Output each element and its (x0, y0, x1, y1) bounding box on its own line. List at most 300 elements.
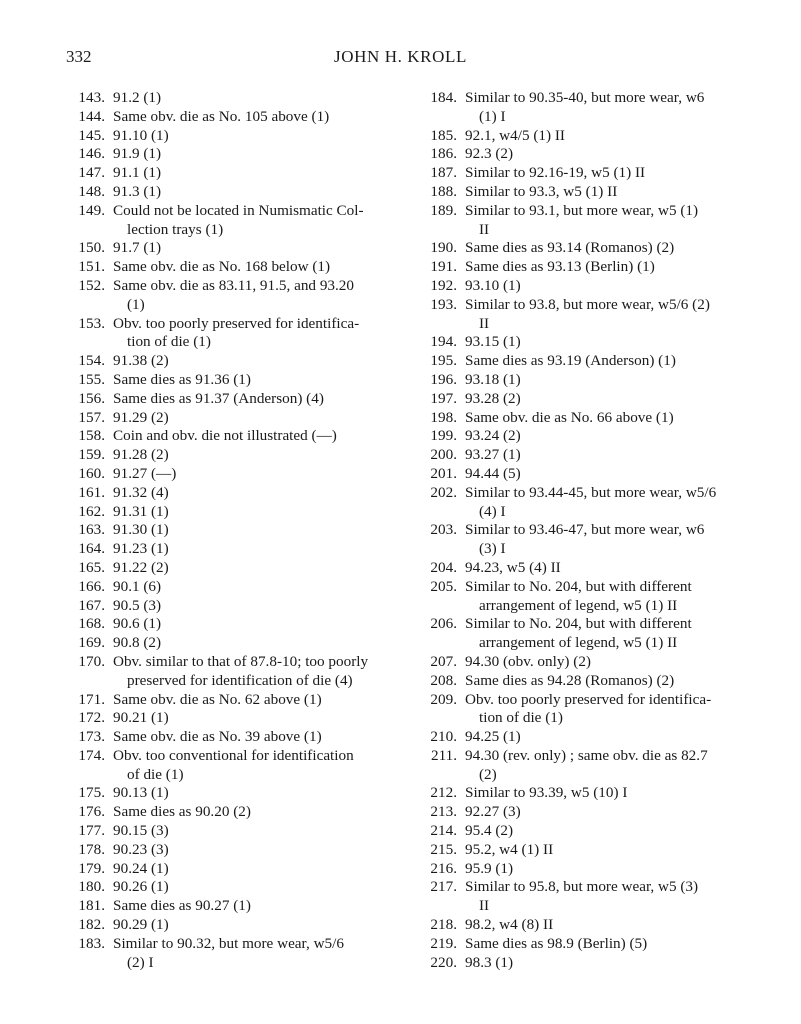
entry-number: 199. (430, 427, 457, 445)
catalog-entry (418, 127, 748, 146)
catalog-entry (66, 127, 388, 146)
entry-text (458, 954, 748, 973)
catalog-entry (418, 728, 748, 747)
entry-number: 160. (78, 464, 105, 482)
entry-line: 91.29 (2) (113, 408, 169, 426)
entry-number: 201. (430, 464, 457, 482)
entry-continuation-line: lection trays (1) (127, 220, 224, 238)
entry-text (106, 615, 388, 634)
entry-line: Similar to No. 204, but with different (465, 615, 692, 633)
catalog-entry (418, 615, 748, 653)
entry-number: 195. (430, 352, 457, 370)
catalog-entry (418, 145, 748, 164)
entry-number: 173. (78, 728, 105, 746)
catalog-entry (66, 878, 388, 897)
entry-continuation-line: tion of die (1) (127, 333, 211, 351)
entry-line: Obv. similar to that of 87.8-10; too poorly (113, 652, 369, 670)
entry-line: 91.9 (1) (113, 145, 162, 163)
catalog-entry (66, 841, 388, 860)
catalog-entry (66, 145, 388, 164)
entry-line: 94.23, w5 (4) II (465, 558, 561, 576)
catalog-entry (418, 954, 748, 973)
entry-text (106, 578, 388, 597)
entry-text (106, 521, 388, 540)
entry-text (106, 709, 388, 728)
catalog-entry (418, 484, 748, 522)
entry-number: 203. (430, 521, 457, 539)
entry-text (106, 484, 388, 503)
catalog-entry (66, 709, 388, 728)
entry-line: 93.28 (2) (465, 389, 521, 407)
entry-text (106, 108, 388, 127)
entry-number: 208. (430, 671, 457, 689)
entry-text (458, 615, 748, 653)
entry-text (458, 183, 748, 202)
entry-line: Obv. too conventional for identification (113, 746, 354, 764)
entry-number: 150. (78, 239, 105, 257)
entry-text (458, 878, 748, 916)
entry-text (458, 935, 748, 954)
entry-line: 95.9 (1) (465, 859, 514, 877)
entry-number: 164. (78, 540, 105, 558)
catalog-entry (418, 202, 748, 240)
entry-text (106, 239, 388, 258)
catalog-entry (66, 559, 388, 578)
entry-number: 182. (78, 916, 105, 934)
catalog-entry (418, 747, 748, 785)
entry-line: 94.25 (1) (465, 728, 521, 746)
entry-number: 210. (430, 728, 457, 746)
catalog-entry (66, 747, 388, 785)
entry-text (458, 822, 748, 841)
entry-line: Similar to 93.46-47, but more wear, w6 (465, 521, 705, 539)
entry-line: Same obv. die as No. 66 above (1) (465, 408, 674, 426)
entry-line: 98.3 (1) (465, 953, 514, 971)
entry-number: 145. (78, 126, 105, 144)
catalog-entry (418, 878, 748, 916)
entry-text (106, 841, 388, 860)
entry-continuation-line: (4) I (479, 502, 506, 520)
entry-number: 220. (430, 953, 457, 971)
catalog-entry (66, 615, 388, 634)
catalog-entry (66, 371, 388, 390)
entry-number: 198. (430, 408, 457, 426)
entry-line: Same obv. die as No. 62 above (1) (113, 690, 322, 708)
entry-number: 191. (430, 258, 457, 276)
catalog-entry (66, 164, 388, 183)
entry-line: 92.27 (3) (465, 803, 521, 821)
entry-text (106, 315, 388, 353)
catalog-entry (418, 803, 748, 822)
entry-line: Similar to 93.39, w5 (10) I (465, 784, 628, 802)
entry-text (106, 258, 388, 277)
entry-line: 94.30 (obv. only) (2) (465, 652, 591, 670)
entry-line: 94.30 (rev. only) ; same obv. die as 82.7 (465, 746, 708, 764)
entry-number: 167. (78, 596, 105, 614)
entry-line: 90.23 (3) (113, 840, 169, 858)
catalog-entry (66, 784, 388, 803)
catalog-entry (418, 691, 748, 729)
catalog-entry (66, 521, 388, 540)
entry-line: 91.32 (4) (113, 483, 169, 501)
entry-text (458, 145, 748, 164)
entry-text (458, 728, 748, 747)
entry-line: Same dies as 90.20 (2) (113, 803, 251, 821)
catalog-entry (66, 315, 388, 353)
entry-line: 95.4 (2) (465, 822, 514, 840)
entry-number: 151. (78, 258, 105, 276)
catalog-entry (418, 89, 748, 127)
catalog-entry (66, 277, 388, 315)
entry-text (106, 653, 388, 691)
entry-line: Same dies as 94.28 (Romanos) (2) (465, 671, 675, 689)
entry-line: Same dies as 93.14 (Romanos) (2) (465, 239, 675, 257)
entry-line: Similar to No. 204, but with different (465, 577, 692, 595)
entry-text (106, 728, 388, 747)
catalog-entry (418, 653, 748, 672)
entry-line: 90.24 (1) (113, 859, 169, 877)
entry-line: Could not be located in Numismatic Col- (113, 201, 364, 219)
catalog-entry (418, 860, 748, 879)
entry-line: Similar to 92.16-19, w5 (1) II (465, 164, 646, 182)
entry-line: 91.2 (1) (113, 89, 162, 106)
entry-line: 93.18 (1) (465, 370, 521, 388)
catalog-entry (66, 202, 388, 240)
catalog-entry (66, 390, 388, 409)
catalog-entry (66, 803, 388, 822)
entry-text (106, 916, 388, 935)
entry-number: 181. (78, 897, 105, 915)
entry-number: 169. (78, 634, 105, 652)
entry-continuation-line: (1) (127, 295, 145, 313)
entry-number: 215. (430, 840, 457, 858)
catalog-entry (418, 277, 748, 296)
entry-number: 204. (430, 558, 457, 576)
entry-text (106, 89, 388, 108)
entry-number: 213. (430, 803, 457, 821)
catalog-entry (66, 484, 388, 503)
entry-text (106, 878, 388, 897)
catalog-entry (66, 89, 388, 108)
entry-line: Similar to 93.8, but more wear, w5/6 (2) (465, 295, 710, 313)
entry-line: 92.1, w4/5 (1) II (465, 126, 565, 144)
entry-number: 147. (78, 164, 105, 182)
entry-number: 149. (78, 201, 105, 219)
entry-line: Same obv. die as No. 105 above (1) (113, 107, 330, 125)
entry-line: 90.13 (1) (113, 784, 169, 802)
entry-number: 200. (430, 446, 457, 464)
entry-text (106, 202, 388, 240)
catalog-entry (418, 352, 748, 371)
entry-line: 94.44 (5) (465, 464, 521, 482)
catalog-entry (418, 409, 748, 428)
catalog-entry (66, 352, 388, 371)
catalog-entry (66, 503, 388, 522)
entry-number: 172. (78, 709, 105, 727)
entry-number: 217. (430, 878, 457, 896)
entry-number: 186. (430, 145, 457, 163)
entry-text (458, 784, 748, 803)
catalog-entry (418, 296, 748, 334)
entry-continuation-line: arrangement of legend, w5 (1) II (479, 596, 678, 614)
entry-line: 91.38 (2) (113, 352, 169, 370)
running-head: JOHN H. KROLL (334, 47, 467, 66)
entry-continuation-line: arrangement of legend, w5 (1) II (479, 634, 678, 652)
entry-number: 178. (78, 840, 105, 858)
entry-line: 93.24 (2) (465, 427, 521, 445)
entry-line: Obv. too poorly preserved for identifica- (465, 690, 712, 708)
entry-line: 91.1 (1) (113, 164, 162, 182)
catalog-entry (418, 672, 748, 691)
entry-text (458, 446, 748, 465)
entry-text (458, 691, 748, 729)
entry-text (458, 484, 748, 522)
catalog-entry (66, 578, 388, 597)
entry-number: 192. (430, 276, 457, 294)
entry-text (458, 352, 748, 371)
entry-line: 95.2, w4 (1) II (465, 840, 554, 858)
catalog-entry (418, 465, 748, 484)
catalog-entry (66, 935, 388, 973)
entry-text (458, 803, 748, 822)
entry-text (106, 277, 388, 315)
catalog-entry (418, 559, 748, 578)
entry-continuation-line: tion of die (1) (479, 709, 563, 727)
catalog-entry (66, 728, 388, 747)
entry-text (458, 578, 748, 616)
entry-text (458, 164, 748, 183)
entry-number: 156. (78, 389, 105, 407)
entry-line: 91.22 (2) (113, 558, 169, 576)
entry-line: 91.30 (1) (113, 521, 169, 539)
entry-number: 163. (78, 521, 105, 539)
entry-number: 154. (78, 352, 105, 370)
right-column (418, 89, 748, 972)
catalog-entry (66, 108, 388, 127)
entry-number: 153. (78, 314, 105, 332)
catalog-entry (66, 634, 388, 653)
entry-continuation-line: (2) I (127, 953, 154, 971)
entry-number: 202. (430, 483, 457, 501)
entry-number: 157. (78, 408, 105, 426)
entry-line: Obv. too poorly preserved for identifica- (113, 314, 360, 332)
entry-text (106, 540, 388, 559)
entry-line: Same obv. die as 83.11, 91.5, and 93.20 (113, 276, 354, 294)
entry-text (458, 333, 748, 352)
entry-number: 211. (430, 746, 457, 764)
entry-line: Similar to 93.1, but more wear, w5 (1) (465, 201, 699, 219)
entry-line: Similar to 93.3, w5 (1) II (465, 182, 618, 200)
entry-line: Same dies as 93.19 (Anderson) (1) (465, 352, 676, 370)
entry-text (106, 503, 388, 522)
entry-line: 90.26 (1) (113, 878, 169, 896)
entry-line: Same dies as 93.13 (Berlin) (1) (465, 258, 655, 276)
entry-line: 92.3 (2) (465, 145, 514, 163)
entry-text (458, 371, 748, 390)
entry-number: 175. (78, 784, 105, 802)
entry-text (458, 239, 748, 258)
catalog-entry (66, 653, 388, 691)
entry-text (106, 935, 388, 973)
catalog-entry (66, 465, 388, 484)
entry-text (458, 127, 748, 146)
entry-text (106, 465, 388, 484)
entry-number: 155. (78, 370, 105, 388)
catalog-entry (418, 935, 748, 954)
catalog-entry (66, 597, 388, 616)
entry-number: 207. (430, 652, 457, 670)
entry-number: 159. (78, 446, 105, 464)
entry-number: 180. (78, 878, 105, 896)
entry-number: 219. (430, 934, 457, 952)
catalog-entry (418, 390, 748, 409)
entry-text (458, 521, 748, 559)
entry-text (106, 559, 388, 578)
catalog-entry (66, 427, 388, 446)
entry-text (106, 784, 388, 803)
entry-number: 152. (78, 276, 105, 294)
entry-number: 209. (430, 690, 457, 708)
entry-line: Similar to 90.32, but more wear, w5/6 (113, 934, 344, 952)
entry-text (458, 672, 748, 691)
catalog-entry (66, 258, 388, 277)
entry-text (458, 653, 748, 672)
catalog-entry (418, 784, 748, 803)
entry-line: 90.5 (3) (113, 596, 162, 614)
left-column (66, 89, 388, 972)
entry-line: 90.21 (1) (113, 709, 169, 727)
entry-line: 91.3 (1) (113, 182, 162, 200)
entry-number: 166. (78, 577, 105, 595)
entry-number: 185. (430, 126, 457, 144)
entry-number: 179. (78, 859, 105, 877)
catalog-entry (66, 897, 388, 916)
entry-number: 216. (430, 859, 457, 877)
catalog-entry (418, 578, 748, 616)
entry-text (106, 860, 388, 879)
entry-number: 212. (430, 784, 457, 802)
entry-number: 196. (430, 370, 457, 388)
entry-line: 93.27 (1) (465, 446, 521, 464)
entry-line: 91.23 (1) (113, 540, 169, 558)
entry-line: 90.29 (1) (113, 916, 169, 934)
catalog-entry (66, 183, 388, 202)
entry-number: 188. (430, 182, 457, 200)
catalog-entry (66, 860, 388, 879)
entry-line: Same dies as 91.36 (1) (113, 370, 251, 388)
entry-line: Same dies as 90.27 (1) (113, 897, 251, 915)
entry-text (106, 822, 388, 841)
entry-number: 190. (430, 239, 457, 257)
entry-number: 205. (430, 577, 457, 595)
entry-number: 177. (78, 822, 105, 840)
entry-number: 144. (78, 107, 105, 125)
entry-text (106, 446, 388, 465)
entry-continuation-line: II (479, 220, 490, 238)
catalog-entry (418, 239, 748, 258)
entry-text (458, 916, 748, 935)
entry-number: 165. (78, 558, 105, 576)
entry-line: 90.6 (1) (113, 615, 162, 633)
catalog-entry (66, 446, 388, 465)
entry-line: 93.15 (1) (465, 333, 521, 351)
entry-text (458, 559, 748, 578)
entry-number: 214. (430, 822, 457, 840)
entry-text (458, 841, 748, 860)
entry-line: 98.2, w4 (8) II (465, 916, 554, 934)
entry-number: 171. (78, 690, 105, 708)
catalog-entry (418, 427, 748, 446)
entry-line: 91.27 (—) (113, 464, 177, 482)
entry-number: 189. (430, 201, 457, 219)
entry-text (106, 371, 388, 390)
entry-line: 91.31 (1) (113, 502, 169, 520)
entry-number: 174. (78, 746, 105, 764)
entry-number: 183. (78, 934, 105, 952)
catalog-entry (66, 691, 388, 710)
catalog-entry (418, 446, 748, 465)
entry-number: 143. (78, 89, 105, 106)
entry-text (458, 390, 748, 409)
entry-text (106, 409, 388, 428)
entry-continuation-line: (1) I (479, 107, 506, 125)
entry-text (458, 427, 748, 446)
entry-text (106, 597, 388, 616)
catalog-entry (418, 521, 748, 559)
entry-number: 162. (78, 502, 105, 520)
entry-text (458, 860, 748, 879)
entry-line: 90.15 (3) (113, 822, 169, 840)
entry-number: 197. (430, 389, 457, 407)
entry-number: 148. (78, 182, 105, 200)
catalog-entry (418, 371, 748, 390)
catalog-entry (66, 239, 388, 258)
entry-text (106, 183, 388, 202)
entry-text (106, 634, 388, 653)
entry-number: 176. (78, 803, 105, 821)
entry-line: 91.28 (2) (113, 446, 169, 464)
entry-text (458, 465, 748, 484)
entry-text (106, 803, 388, 822)
entry-line: 91.10 (1) (113, 126, 169, 144)
entry-text (106, 427, 388, 446)
entry-number: 161. (78, 483, 105, 501)
catalog-entry (418, 916, 748, 935)
entry-number: 168. (78, 615, 105, 633)
catalog-entry (418, 183, 748, 202)
entry-line: Same obv. die as No. 168 below (1) (113, 258, 331, 276)
entry-text (106, 747, 388, 785)
entry-text (458, 89, 748, 127)
entry-line: Same dies as 91.37 (Anderson) (4) (113, 389, 324, 407)
entry-text (458, 277, 748, 296)
catalog-entry (418, 841, 748, 860)
catalog-entry (66, 540, 388, 559)
entry-line: Similar to 93.44-45, but more wear, w5/6 (465, 483, 717, 501)
entry-text (106, 390, 388, 409)
catalog-entry (66, 409, 388, 428)
entry-line: 90.1 (6) (113, 577, 162, 595)
entry-number: 187. (430, 164, 457, 182)
entry-number: 146. (78, 145, 105, 163)
entry-text (106, 145, 388, 164)
entry-number: 206. (430, 615, 457, 633)
entry-continuation-line: II (479, 897, 490, 915)
entry-continuation-line: (3) I (479, 540, 506, 558)
entry-number: 170. (78, 652, 105, 670)
entry-text (458, 258, 748, 277)
catalog-entry (418, 822, 748, 841)
